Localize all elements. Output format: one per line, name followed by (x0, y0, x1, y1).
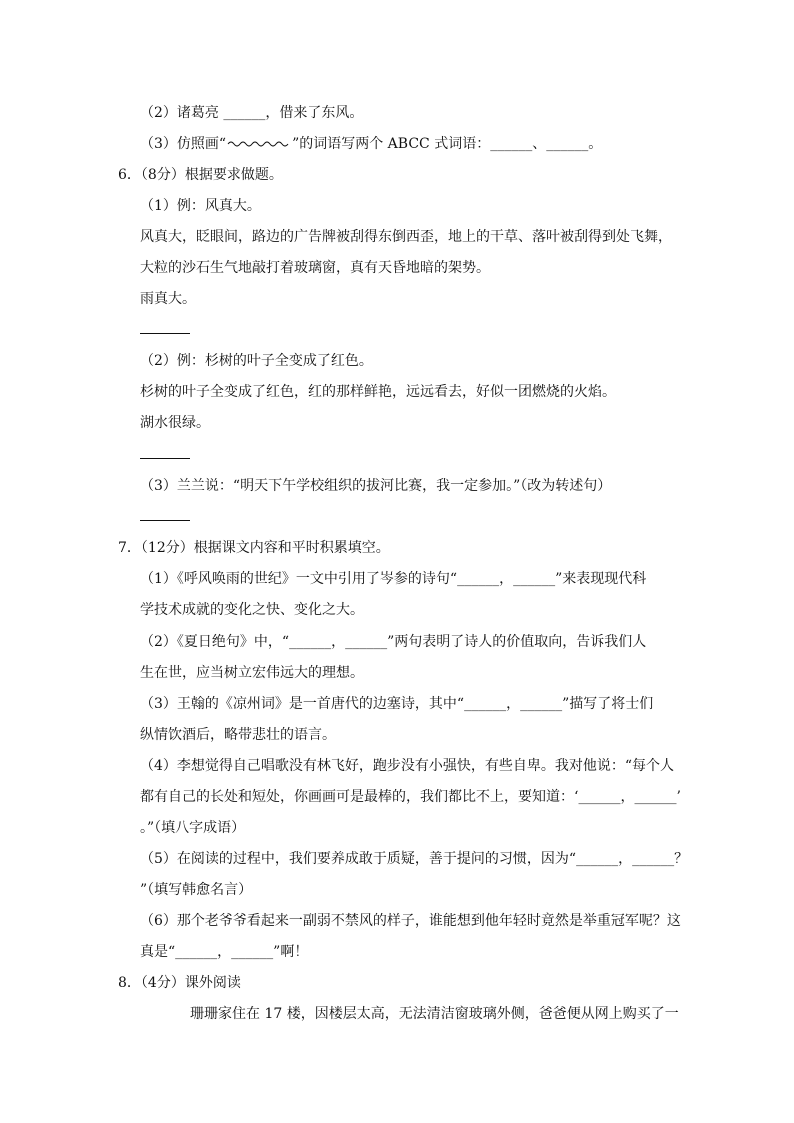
question-7-2-line-2: 生在世，应当树立宏伟远大的理想。 (140, 665, 364, 681)
question-7-4-line-2: 都有自己的长处和短处，你画画可是最棒的，我们都比不上，要知道：‘______，______’ (140, 789, 681, 805)
question-7-6-line-1: （6）那个老爷爷看起来一副弱不禁风的样子，谁能想到他年轻时竟然是举重冠军呢？这 (140, 913, 681, 929)
question-7-heading: 7．（12分）根据课文内容和平时积累填空。 (118, 540, 390, 556)
question-7-5-line-2: ”（填写韩愈名言） (140, 882, 253, 898)
question-6-2-task: 湖水很绿。 (140, 415, 210, 431)
question-7-1-line-1: （1）《呼风唤雨的世纪》一文中引用了岑参的诗句“______，______”来表现现代科 (140, 571, 647, 587)
question-5-3-suffix: ”的词语写两个 ABCC 式词语：______、______。 (292, 136, 603, 152)
question-8-heading: 8．（4分）课外阅读 (118, 975, 241, 991)
question-6-1-label: （1）例：风真大。 (140, 198, 261, 214)
question-7-1-line-2: 学技术成就的变化之快、变化之大。 (140, 602, 364, 618)
question-6-1-example-line-2: 大粒的沙石生气地敲打着玻璃窗，真有天昏地暗的架势。 (140, 260, 490, 276)
answer-blank-6-3[interactable] (140, 520, 190, 521)
question-5-3-prefix: （3）仿照画“ (140, 136, 227, 152)
question-7-2-line-1: （2）《夏日绝句》中，“______，______”两句表明了诗人的价值取向，告诉我们人 (140, 634, 647, 650)
question-6-2-label: （2）例：杉树的叶子全变成了红色。 (140, 353, 373, 369)
question-5-3 (140, 134, 602, 154)
question-6-3: （3）兰兰说：“明天下午学校组织的拔河比赛，我一定参加。”（改为转述句） (140, 478, 612, 494)
question-5-2: （2）诸葛亮 ______，借来了东风。 (140, 105, 364, 121)
question-6-2-example: 杉树的叶子全变成了红色，红的那样鲜艳，远远看去，好似一团燃烧的火焰。 (140, 384, 616, 400)
question-7-6-line-2: 真是“______，______”啊！ (140, 944, 309, 960)
question-6-1-task: 雨真大。 (140, 291, 196, 307)
answer-blank-6-2[interactable] (140, 458, 190, 459)
question-8-passage-line-1: 珊珊家住在 17 楼，因楼层太高，无法清洁窗玻璃外侧，爸爸便从网上购买了一 (190, 1006, 679, 1022)
question-7-3-line-1: （3）王翰的《凉州词》是一首唐代的边塞诗，其中“______，______”描写了将士们 (140, 696, 654, 712)
question-7-4-line-3: 。”（填八字成语） (140, 820, 246, 836)
question-7-5-line-1: （5）在阅读的过程中，我们要养成敢于质疑，善于提问的习惯，因为“______，______？ (140, 851, 689, 867)
question-7-3-line-2: 纵情饮酒后，略带悲壮的语言。 (140, 727, 336, 743)
wavy-underline-icon (226, 138, 292, 148)
question-6-1-example-line-1: 风真大，眨眼间，路边的广告牌被刮得东倒西歪，地上的干草、落叶被刮得到处飞舞， (140, 229, 672, 245)
answer-blank-6-1[interactable] (140, 333, 190, 334)
question-7-4-line-1: （4）李想觉得自己唱歌没有林飞好，跑步没有小强快，有些自卑。我对他说：“每个人 (140, 758, 675, 774)
question-6-heading: 6．（8分）根据要求做题。 (118, 167, 283, 183)
